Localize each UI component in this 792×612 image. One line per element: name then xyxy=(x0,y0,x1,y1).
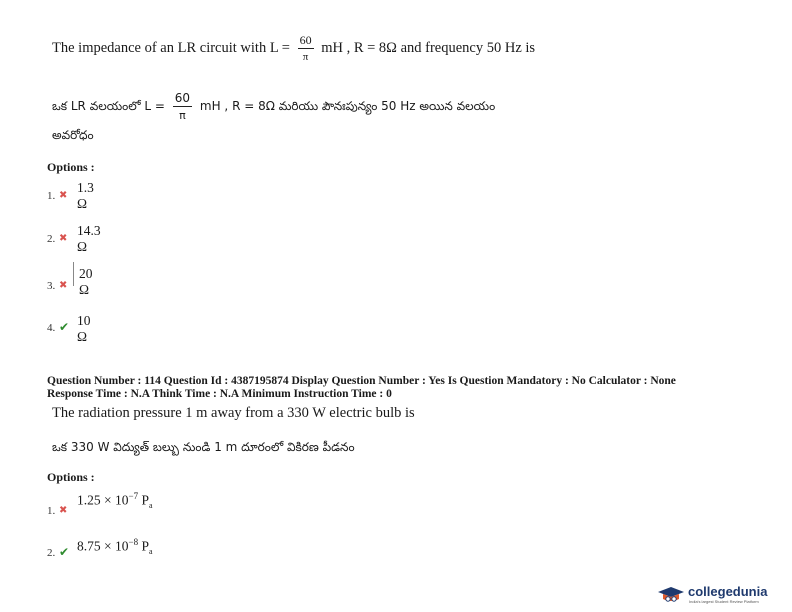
question-113-english xyxy=(52,34,535,63)
option-value: 20 Ω xyxy=(79,266,93,297)
options-label: Options : xyxy=(47,470,95,484)
question-113-telugu-line2: అవరోధం xyxy=(52,128,94,142)
logo-text: collegedunia xyxy=(688,584,768,599)
correct-check-icon: ✔ xyxy=(59,545,70,559)
question-text: The impedance of an LR circuit with L = xyxy=(52,39,290,56)
text-cursor xyxy=(73,262,74,286)
graduation-cap-icon xyxy=(656,585,686,605)
wrong-mark-icon: ✖ xyxy=(59,233,68,244)
fraction-numerator: 60 xyxy=(174,91,191,105)
option-number: 3. xyxy=(47,280,56,292)
question-text: mH , R = 8Ω and frequency 50 Hz is xyxy=(321,39,536,56)
fraction-denominator: π xyxy=(302,51,309,63)
option-number: 1. xyxy=(47,190,56,202)
option-value: $8.75 \times 10^{-8}$ $P_a$ xyxy=(77,537,153,557)
options-label: Options : xyxy=(47,160,95,174)
option-number: 2. xyxy=(47,233,56,245)
fraction-numerator: 60 xyxy=(299,33,312,47)
wrong-mark-icon: ✖ xyxy=(59,505,68,516)
fraction-denominator: π xyxy=(179,109,186,122)
option-value: 1.3 Ω xyxy=(77,180,94,211)
wrong-mark-icon: ✖ xyxy=(59,280,68,291)
option-value: 14.3 Ω xyxy=(77,223,101,254)
option-value: 10 Ω xyxy=(77,313,91,344)
question-114-english: The radiation pressure 1 m away from a 330 W electric bulb is xyxy=(52,405,415,421)
question-113-telugu xyxy=(52,92,495,121)
option-number: 1. xyxy=(47,505,56,517)
question-114-telugu: ఒక 330 W విద్యుత్ బల్బు నుండి 1 m దూరంలో వికిరణ పీడనం xyxy=(52,440,355,454)
fraction xyxy=(298,34,314,63)
option-number: 4. xyxy=(47,322,56,334)
option-value: $1.25 \times 10^{-7}$ $P_a$ xyxy=(77,491,153,511)
option-number: 2. xyxy=(47,547,56,559)
fraction xyxy=(173,92,192,121)
question-text-telugu: mH , R = 8Ω మరియు పౌనఃపున్యం 50 Hz అయిన వలయం xyxy=(199,99,496,113)
question-meta-line2: Response Time : N.A Think Time : N.A Minimum Instruction Time : 0 xyxy=(47,388,392,400)
wrong-mark-icon: ✖ xyxy=(59,190,68,201)
question-meta: Question Number : 114 Question Id : 4387195874 Display Question Number : Yes Is Question Mandatory : No Calculator : None xyxy=(47,375,676,387)
logo-tagline: India's largest Student Review Platform xyxy=(689,599,759,604)
collegedunia-logo xyxy=(656,583,786,607)
question-text-telugu: ఒక LR వలయంలో L = xyxy=(52,99,165,113)
correct-check-icon: ✔ xyxy=(59,320,70,334)
